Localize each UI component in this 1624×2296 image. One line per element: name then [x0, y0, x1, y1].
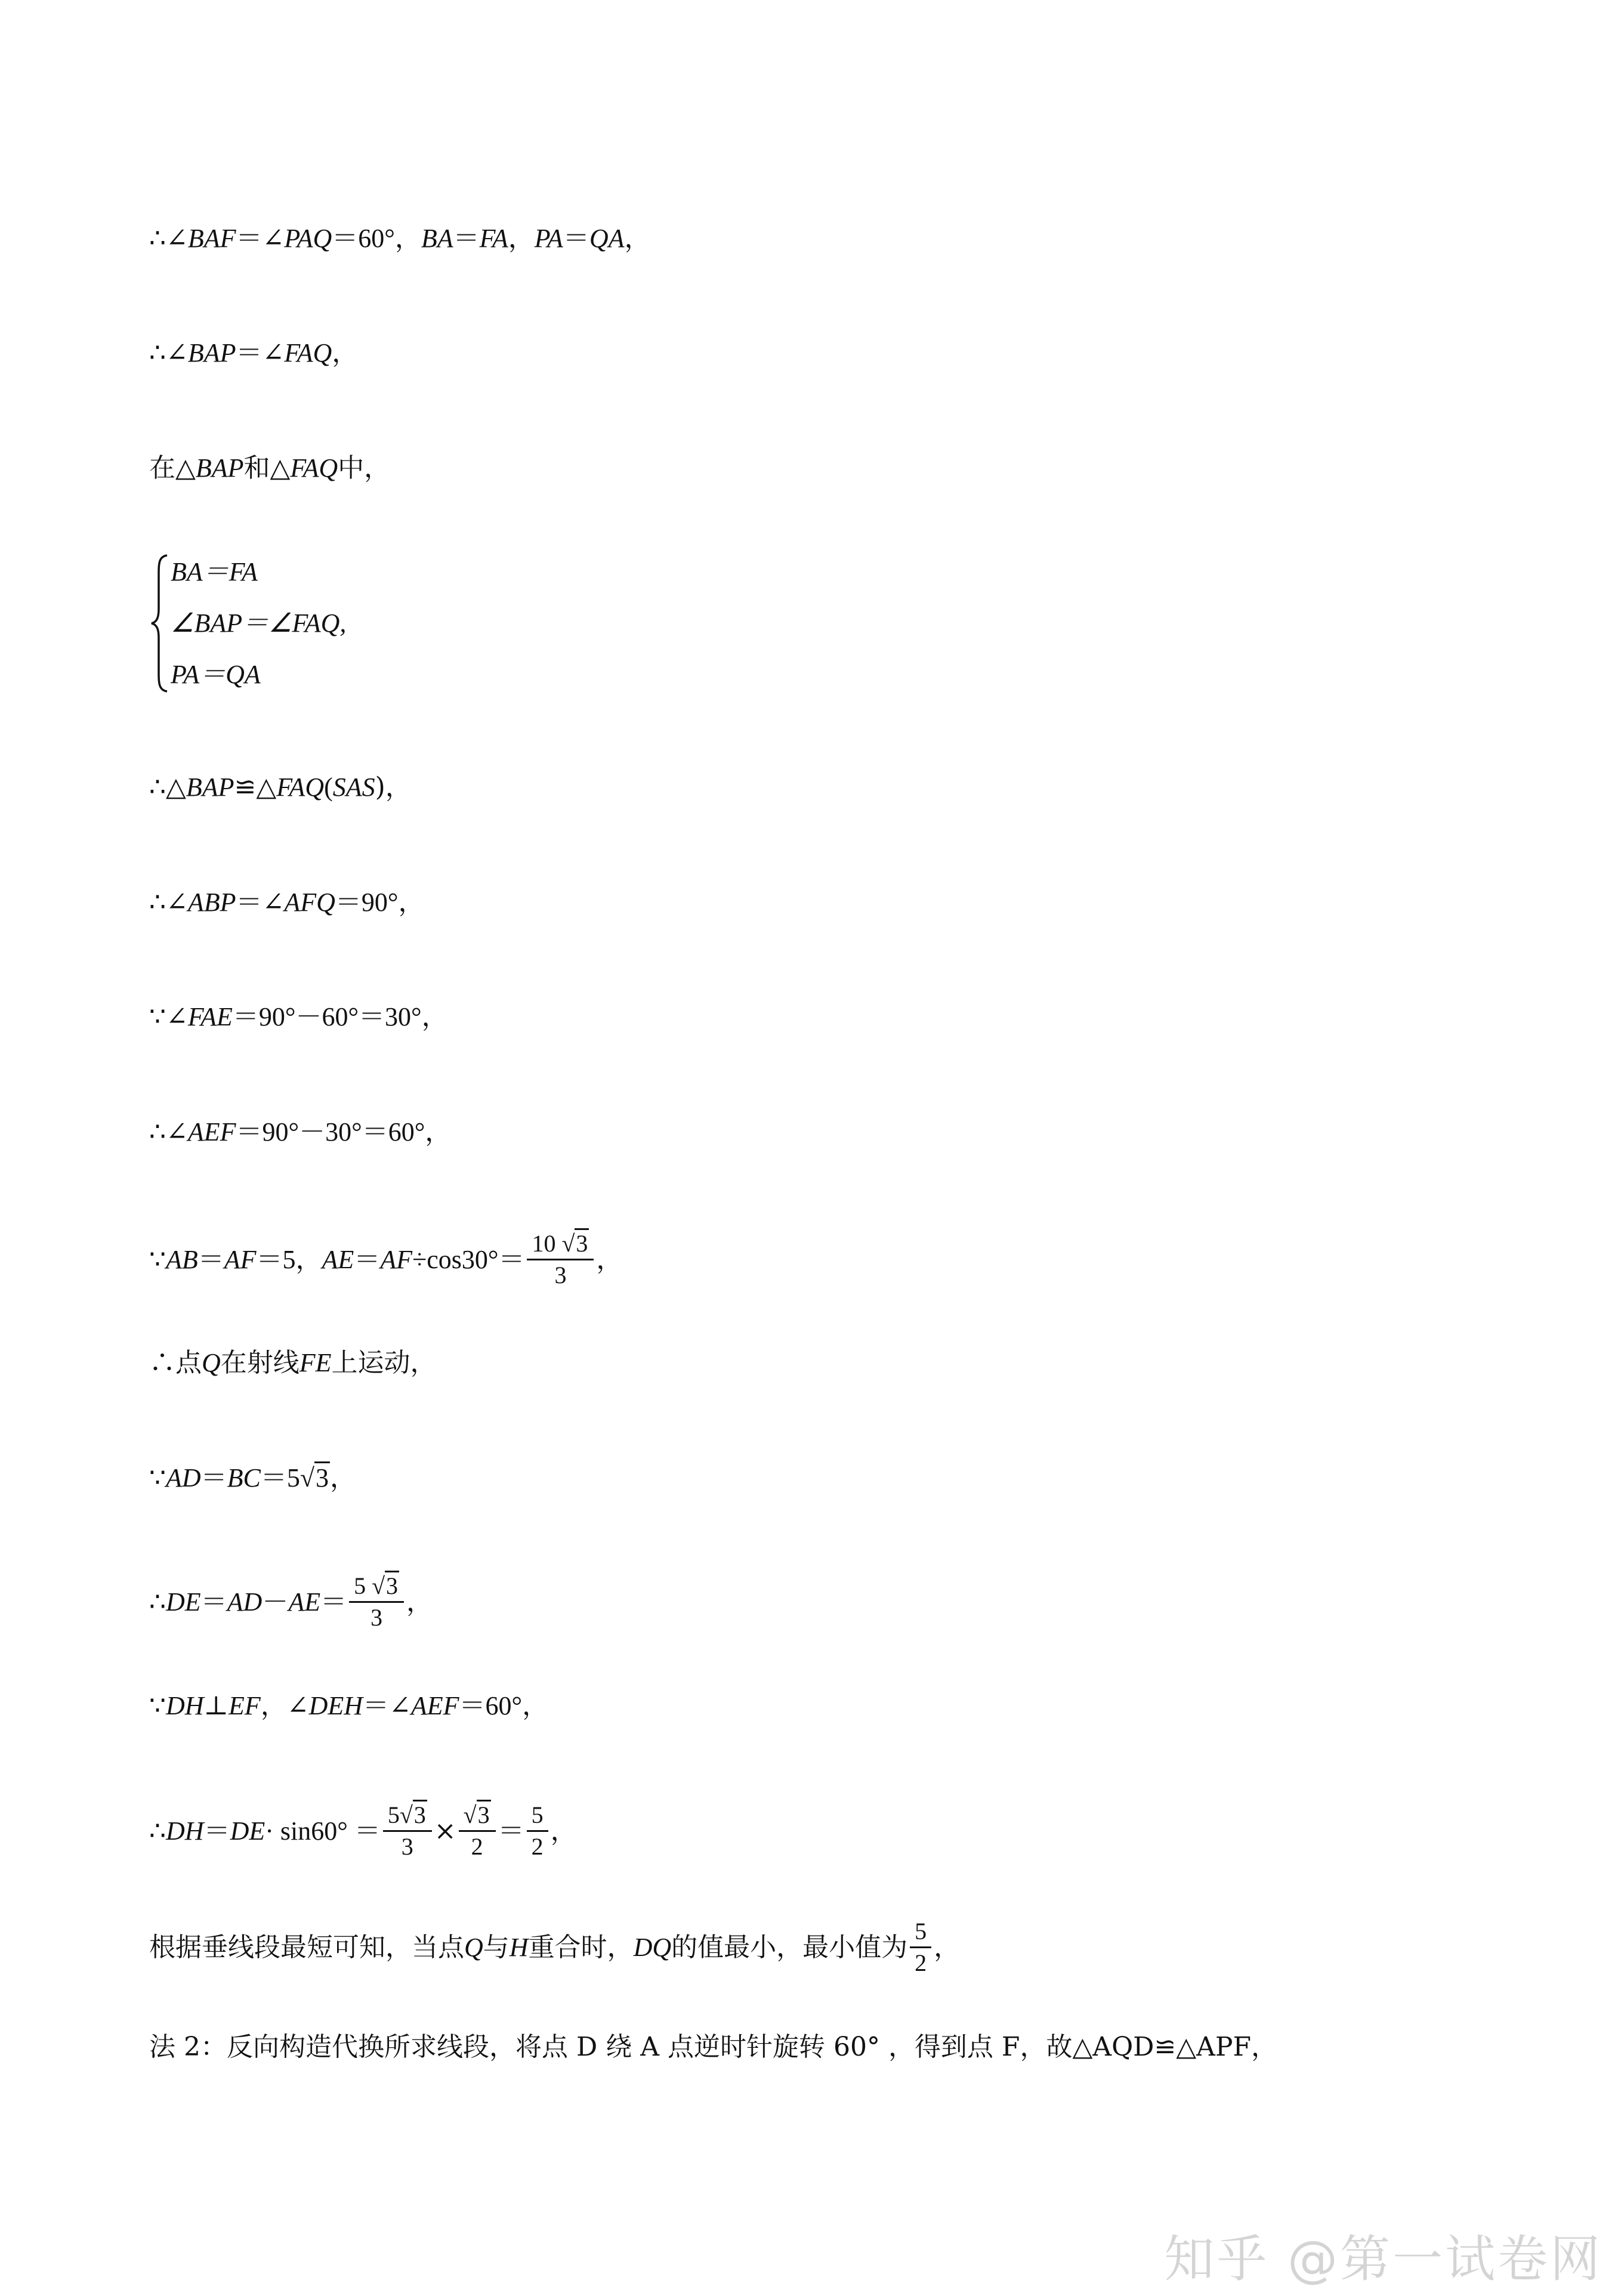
congruence-conditions [149, 552, 346, 695]
condition-1: BA＝FA [171, 557, 258, 586]
proof-line-2: ∴∠ BAP ＝∠ FAQ ， [149, 338, 359, 368]
proof-line-1: ∴∠ BAF ＝∠ PAQ ＝60°， BA ＝ FA ， PA ＝ QA ， [149, 223, 651, 254]
proof-line-7: ∴∠ AEF ＝90°－30°＝60°， [149, 1117, 452, 1147]
condition-2: ∠BAP＝∠FAQ, [171, 608, 347, 638]
proof-line-13: ∴ DH ＝ DE · sin60° ＝ $\frac{5√3}{3}$ × $\frac{√3}{2}$ ＝ $\frac{5}{2}$ ， [149, 1801, 577, 1861]
proof-line-9: ∴点 Q 在射线 FE 上运动， [149, 1348, 437, 1378]
fraction-sqrt3-over-2: $\frac{√3}{2}$ [459, 1801, 496, 1861]
method-2-line: 法 2：反向构造代换所求线段，将点 D 绕 A 点逆时针旋转 60° ，得到点 F，故△AQD≌△APF， [149, 2032, 1278, 2062]
proof-line-8: ∵ AB ＝ AF ＝5， AE ＝ AF ÷cos30°＝ $\frac{10 √3}{3}$ ， [149, 1230, 622, 1289]
fraction-5sqrt3-over-3: $\frac{5√3}{3}$ [383, 1801, 432, 1861]
proof-line-5: ∴∠ ABP ＝∠ AFQ ＝90°， [149, 887, 425, 917]
zhihu-watermark: 知乎 @第一试卷网 [1164, 2230, 1603, 2288]
proof-line-11: ∴ DE ＝ AD － AE ＝ $\frac{5 √3}{3}$ ， [149, 1572, 433, 1631]
fraction-min-value: $\frac{5}{2}$ [910, 1918, 931, 1977]
proof-line-14: 根据垂线段最短可知，当点 Q 与 H 重合时， DQ 的值最小，最小值为 $\frac{5}{2}$ ， [149, 1918, 961, 1976]
fraction-5-over-2: $\frac{5}{2}$ [527, 1801, 548, 1861]
proof-line-4: ∴△ BAP ≌△ FAQ ( SAS )， [149, 772, 412, 802]
proof-line-12: ∵ DH ⊥ EF ，∠ DEH ＝∠ AEF ＝60°， [149, 1691, 549, 1721]
sqrt-3: √3 [300, 1460, 330, 1496]
proof-line-3: 在△ BAP 和△ FAQ 中， [149, 453, 391, 483]
fraction-ae: $\frac{10 √3}{3}$ [527, 1230, 594, 1289]
proof-line-10: ∵ AD ＝ BC ＝5 √3 ， [149, 1460, 356, 1496]
fraction-de: $\frac{5 √3}{3}$ [349, 1572, 404, 1631]
left-brace [149, 552, 171, 695]
condition-3: PA＝QA [171, 660, 261, 689]
proof-line-6: ∵∠ FAE ＝90°－60°＝30°， [149, 1002, 448, 1032]
